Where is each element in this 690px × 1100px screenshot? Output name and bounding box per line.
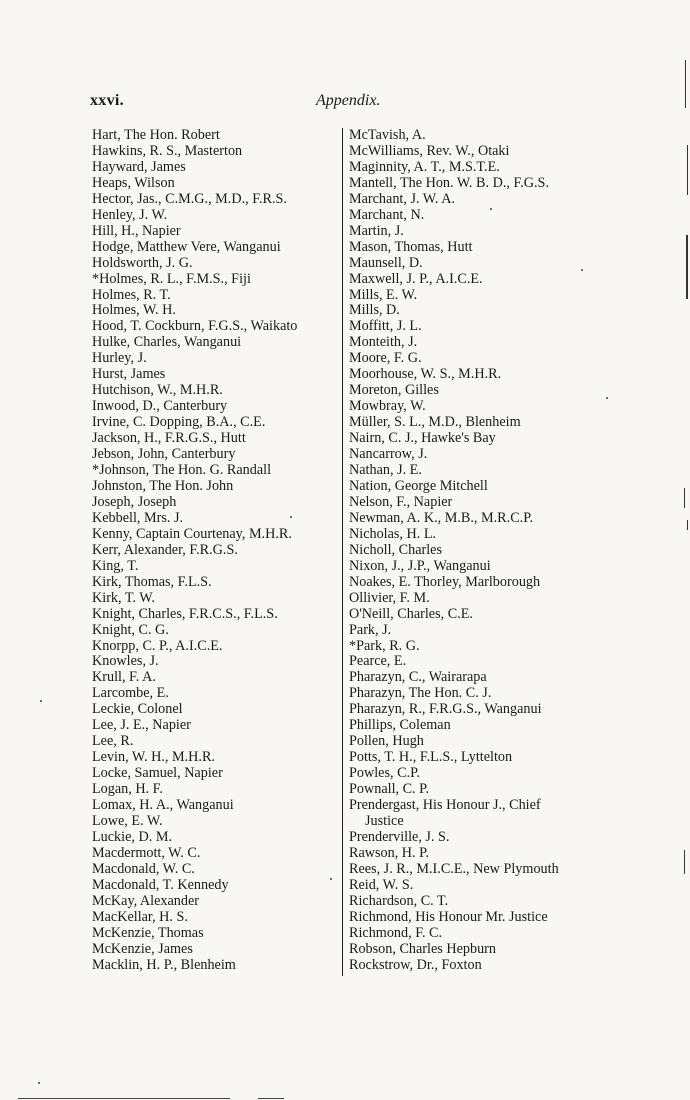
member-entry: Powles, C.P. — [349, 765, 420, 782]
member-entry: Macdonald, W. C. — [92, 860, 195, 877]
member-entry: Mills, D. — [349, 302, 400, 319]
member-entry: Holdsworth, J. G. — [92, 254, 193, 271]
member-entry: Macklin, H. P., Blenheim — [92, 956, 236, 973]
member-entry: Prenderville, J. S. — [349, 828, 450, 845]
member-entry: Lomax, H. A., Wanganui — [92, 797, 234, 814]
member-entry: Moreton, Gilles — [349, 382, 439, 399]
member-entry: Irvine, C. Dopping, B.A., C.E. — [92, 414, 266, 431]
member-entry: McWilliams, Rev. W., Otaki — [349, 142, 510, 159]
member-entry: Hector, Jas., C.M.G., M.D., F.R.S. — [92, 190, 287, 207]
member-entry: Hutchison, W., M.H.R. — [92, 382, 223, 399]
member-entry: Noakes, E. Thorley, Marlborough — [349, 573, 541, 590]
member-entry: Knorpp, C. P., A.I.C.E. — [92, 637, 223, 654]
edge-mark — [684, 488, 685, 508]
member-entry: Hurst, James — [92, 366, 166, 383]
footer-rule — [258, 1098, 284, 1099]
speck — [38, 1082, 40, 1084]
member-entry: Nancarrow, J. — [349, 446, 428, 463]
member-entry: Rees, J. R., M.I.C.E., New Plymouth — [349, 860, 559, 877]
member-entry — [349, 798, 609, 830]
member-entry: Luckie, D. M. — [92, 828, 172, 845]
member-entry: Ollivier, F. M. — [349, 589, 430, 606]
speck — [490, 208, 492, 210]
member-entry: Mowbray, W. — [349, 398, 426, 415]
speck — [40, 700, 42, 702]
member-entry: Joseph, Joseph — [92, 493, 177, 510]
member-entry: Jebson, John, Canterbury — [92, 446, 236, 463]
member-entry: Newman, A. K., M.B., M.R.C.P. — [349, 509, 534, 526]
member-entry: Nairn, C. J., Hawke's Bay — [349, 430, 496, 447]
member-entry: Larcombe, E. — [92, 685, 169, 702]
member-entry: Rawson, H. P. — [349, 844, 430, 861]
member-entry: Moore, F. G. — [349, 350, 422, 367]
member-entry: Kenny, Captain Courtenay, M.H.R. — [92, 525, 292, 542]
member-entry: *Johnson, The Hon. G. Randall — [92, 462, 272, 479]
member-entry: Mantell, The Hon. W. B. D., F.G.S. — [349, 174, 549, 191]
member-entry: Logan, H. F. — [92, 781, 163, 798]
member-entry: McTavish, A. — [349, 127, 426, 143]
member-entry: Richmond, F. C. — [349, 924, 443, 941]
member-entry-text: Prendergast, His Honour J., Chief — [349, 797, 541, 814]
member-entry: King, T. — [92, 557, 139, 574]
member-entry: Lee, J. E., Napier — [92, 717, 191, 734]
member-entry: Holmes, R. T. — [92, 286, 171, 303]
member-entry: Maunsell, D. — [349, 254, 423, 271]
member-entry: Pharazyn, R., F.R.G.S., Wanganui — [349, 701, 542, 718]
member-entry: O'Neill, Charles, C.E. — [349, 605, 473, 622]
member-entry: Mason, Thomas, Hutt — [349, 238, 473, 255]
member-entry: Mills, E. W. — [349, 286, 418, 303]
member-entry: Inwood, D., Canterbury — [92, 398, 228, 415]
member-entry: Knight, C. G. — [92, 621, 169, 638]
member-entry: McKenzie, Thomas — [92, 924, 204, 941]
footer-rule — [18, 1098, 230, 1099]
member-entry: Maginnity, A. T., M.S.T.E. — [349, 158, 500, 175]
member-entry: Nathan, J. E. — [349, 462, 422, 479]
member-entry: Kirk, Thomas, F.L.S. — [92, 573, 212, 590]
member-entry: Johnston, The Hon. John — [92, 477, 234, 494]
member-entry: Nicholas, H. L. — [349, 525, 437, 542]
member-entry: Hurley, J. — [92, 350, 147, 367]
member-entry: Potts, T. H., F.L.S., Lyttelton — [349, 749, 513, 766]
member-entry: Park, J. — [349, 621, 392, 638]
member-entry: Hawkins, R. S., Masterton — [92, 142, 243, 159]
member-entry: Lowe, E. W. — [92, 812, 163, 829]
member-entry: Marchant, J. W. A. — [349, 190, 456, 207]
member-entry: Macdermott, W. C. — [92, 844, 201, 861]
member-entry: Locke, Samuel, Napier — [92, 765, 223, 782]
member-entry: Reid, W. S. — [349, 876, 414, 893]
edge-mark — [686, 235, 688, 299]
member-entry: Müller, S. L., M.D., Blenheim — [349, 414, 521, 431]
member-entry: MacKellar, H. S. — [92, 908, 188, 925]
member-entry: Maxwell, J. P., A.I.C.E. — [349, 270, 483, 287]
member-entry: Pearce, E. — [349, 653, 407, 670]
member-entry: Levin, W. H., M.H.R. — [92, 749, 215, 766]
member-list-right-column — [349, 128, 609, 974]
column-divider — [342, 128, 343, 976]
edge-mark — [684, 850, 685, 874]
member-entry: Moorhouse, W. S., M.H.R. — [349, 366, 502, 383]
member-entry: Robson, Charles Hepburn — [349, 940, 496, 957]
member-entry: Holmes, W. H. — [92, 302, 176, 319]
member-entry: Kirk, T. W. — [92, 589, 155, 606]
member-entry: Pharazyn, C., Wairarapa — [349, 669, 487, 686]
member-list-left-column — [92, 128, 354, 974]
member-entry: McKay, Alexander — [92, 892, 200, 909]
member-entry: Rockstrow, Dr., Foxton — [349, 956, 482, 973]
member-entry: Krull, F. A. — [92, 669, 156, 686]
member-entry: *Park, R. G. — [349, 637, 420, 654]
member-entry: Nicholl, Charles — [349, 541, 442, 558]
speck — [606, 397, 608, 399]
member-entry: Richardson, C. T. — [349, 892, 449, 909]
member-entry: Hayward, James — [92, 158, 186, 175]
edge-mark — [687, 520, 688, 530]
speck — [581, 269, 583, 271]
member-entry: McKenzie, James — [92, 940, 193, 957]
member-entry: Moffitt, J. L. — [349, 318, 422, 335]
member-entry: Pollen, Hugh — [349, 733, 424, 750]
member-entry: Kebbell, Mrs. J. — [92, 509, 184, 526]
page-number: xxvi. — [90, 92, 124, 109]
member-entry: Jackson, H., F.R.G.S., Hutt — [92, 430, 246, 447]
member-entry: Heaps, Wilson — [92, 174, 175, 191]
member-entry: Marchant, N. — [349, 206, 425, 223]
member-entry: Knowles, J. — [92, 653, 159, 670]
member-entry: Phillips, Coleman — [349, 717, 451, 734]
member-entry: Monteith, J. — [349, 334, 418, 351]
member-entry: Henley, J. W. — [92, 206, 168, 223]
member-entry: Martin, J. — [349, 222, 404, 239]
member-entry: Nation, George Mitchell — [349, 477, 488, 494]
running-head: Appendix. — [316, 92, 381, 109]
member-entry: Hulke, Charles, Wanganui — [92, 334, 242, 351]
speck — [330, 878, 332, 880]
member-entry: Leckie, Colonel — [92, 701, 183, 718]
edge-mark — [685, 60, 686, 108]
member-entry-continuation: Justice — [365, 812, 404, 829]
member-entry: Hart, The Hon. Robert — [92, 127, 220, 143]
edge-mark — [687, 145, 688, 195]
member-entry: Knight, Charles, F.R.C.S., F.L.S. — [92, 605, 278, 622]
member-entry: Richmond, His Honour Mr. Justice — [349, 908, 548, 925]
member-entry: Pharazyn, The Hon. C. J. — [349, 685, 492, 702]
member-entry: Lee, R. — [92, 733, 134, 750]
member-entry: Pownall, C. P. — [349, 781, 430, 798]
member-entry: Nixon, J., J.P., Wanganui — [349, 557, 491, 574]
member-entry: Hood, T. Cockburn, F.G.S., Waikato — [92, 318, 298, 335]
member-entry: Nelson, F., Napier — [349, 493, 453, 510]
member-entry: Macdonald, T. Kennedy — [92, 876, 229, 893]
member-entry: Kerr, Alexander, F.R.G.S. — [92, 541, 238, 558]
member-entry: Hodge, Matthew Vere, Wanganui — [92, 238, 281, 255]
speck — [290, 516, 292, 518]
member-entry: Hill, H., Napier — [92, 222, 181, 239]
member-entry: *Holmes, R. L., F.M.S., Fiji — [92, 270, 251, 287]
